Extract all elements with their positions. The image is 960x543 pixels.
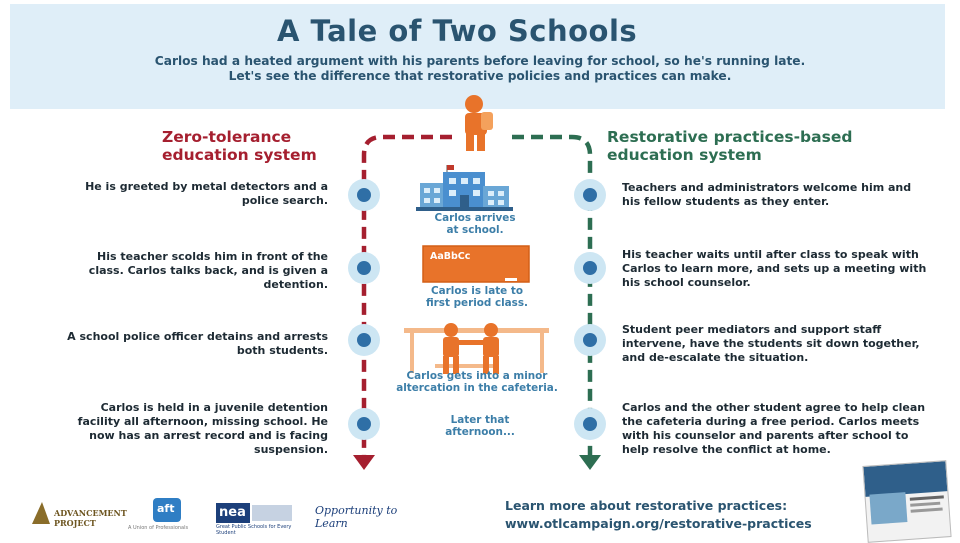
cafeteria-altercation-icon bbox=[404, 323, 549, 374]
right-timeline-dot-4 bbox=[574, 408, 606, 440]
otl-logo-text: Opportunity to Learn bbox=[315, 504, 398, 530]
right-timeline-dot-2 bbox=[574, 252, 606, 284]
subtitle-line-2: Let's see the difference that restorative policies and practices can make. bbox=[228, 69, 732, 83]
left-timeline-dot-4 bbox=[348, 408, 380, 440]
caption-late bbox=[402, 285, 552, 309]
caption-afternoon-line-1: Later that bbox=[450, 414, 510, 426]
restorative-step-3: Student peer mediators and support staff intervene, have the students sit down together, and de-escalate the situation. bbox=[622, 323, 920, 364]
restorative-heading bbox=[607, 128, 852, 164]
nea-logo bbox=[216, 503, 306, 536]
zero-tolerance-step-1: He is greeted by metal detectors and a police search. bbox=[85, 180, 328, 207]
advancement-project-logo-text: ADVANCEMENT PROJECT bbox=[54, 508, 127, 528]
zero-tolerance-step-2: His teacher scolds him in front of the class. Carlos talks back, and is given a detention. bbox=[88, 250, 328, 291]
restorative-step-4: Carlos and the other student agree to help clean the cafeteria during a free period. Carlos meets with his counselor and parents after school to help resolve the conflict at home. bbox=[622, 401, 926, 456]
zero-tolerance-step-4: Carlos is held in a juvenile detention facility all afternoon, missing school. He now has an arrest record and is facing suspension. bbox=[77, 401, 328, 456]
caption-arrives bbox=[410, 212, 540, 236]
caption-altercation-line-2: altercation in the cafeteria. bbox=[396, 382, 558, 394]
caption-arrives-line-2: at school. bbox=[446, 224, 504, 236]
caption-altercation-line-1: Carlos gets into a minor bbox=[406, 370, 548, 382]
subtitle-line-1: Carlos had a heated argument with his parents before leaving for school, so he's running late. bbox=[154, 54, 806, 68]
footer-line-1: Learn more about restorative practices: bbox=[505, 498, 788, 513]
left-timeline-dot-1 bbox=[348, 179, 380, 211]
restorative-step-1: Teachers and administrators welcome him and his fellow students as they enter. bbox=[622, 181, 912, 208]
caption-afternoon-line-2: afternoon... bbox=[445, 426, 515, 438]
page-title: A Tale of Two Schools bbox=[277, 14, 638, 48]
restorative-heading-line-1: Restorative practices-based bbox=[607, 128, 853, 146]
zero-tolerance-arrowhead bbox=[353, 455, 375, 470]
caption-late-line-2: first period class. bbox=[425, 297, 528, 309]
opportunity-to-learn-logo bbox=[315, 498, 410, 534]
zero-tolerance-heading-line-2: education system bbox=[162, 146, 317, 164]
caption-arrives-line-1: Carlos arrives bbox=[434, 212, 516, 224]
zero-tolerance-heading bbox=[162, 128, 317, 164]
aft-logo bbox=[128, 498, 208, 538]
right-timeline-dot-1 bbox=[574, 179, 606, 211]
footer-learn-more bbox=[505, 497, 812, 533]
restorative-step-2: His teacher waits until after class to speak with Carlos to learn more, and sets up a meeting with his school counselor. bbox=[622, 248, 927, 289]
caption-afternoon bbox=[420, 414, 540, 438]
nea-logo-text: nea bbox=[219, 505, 246, 520]
caption-altercation bbox=[378, 370, 576, 394]
restorative-arrowhead bbox=[579, 455, 601, 470]
nea-logo-tagline: Great Public Schools for Every Student bbox=[216, 524, 292, 536]
zero-tolerance-step-3: A school police officer detains and arrests both students. bbox=[67, 330, 328, 357]
school-building-icon bbox=[416, 165, 513, 211]
left-timeline-dot-2 bbox=[348, 252, 380, 284]
restorative-heading-line-2: education system bbox=[607, 146, 762, 164]
left-timeline-dot-3 bbox=[348, 324, 380, 356]
caption-late-line-1: Carlos is late to bbox=[431, 285, 523, 297]
aft-logo-tagline: A Union of Professionals bbox=[128, 525, 189, 531]
right-timeline-dot-3 bbox=[574, 324, 606, 356]
chalkboard-text: AaBbCc bbox=[430, 251, 471, 262]
aft-logo-text: aft bbox=[157, 502, 175, 515]
report-thumbnail bbox=[862, 460, 951, 543]
carlos-student-icon bbox=[465, 95, 493, 151]
footer-url-link[interactable]: www.otlcampaign.org/restorative-practices bbox=[505, 516, 812, 531]
zero-tolerance-heading-line-1: Zero-tolerance bbox=[162, 128, 292, 146]
